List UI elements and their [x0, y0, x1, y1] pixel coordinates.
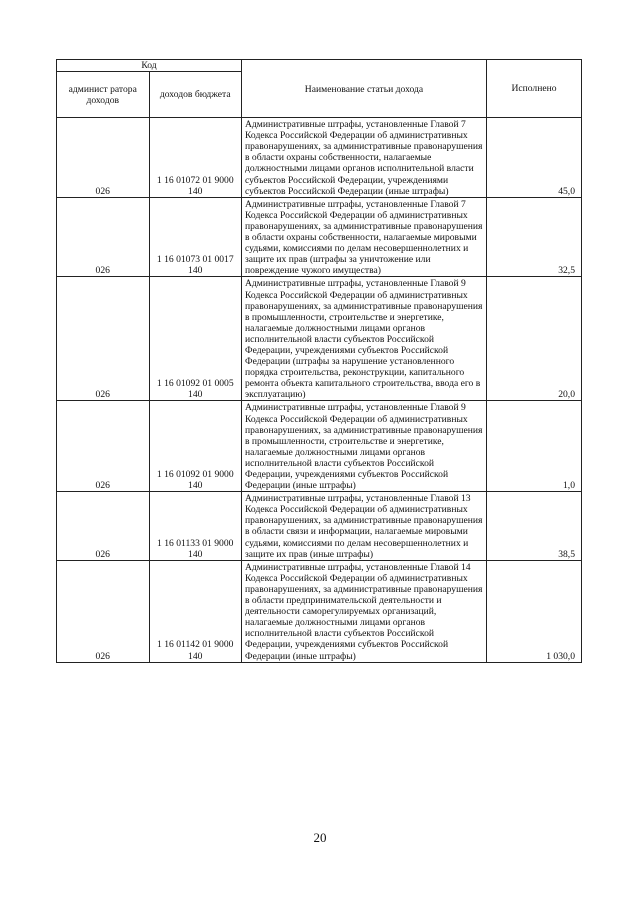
header-budget: доходов бюджета [149, 72, 242, 118]
revenue-name-cell: Административные штрафы, установленные Главой 7 Кодекса Российской Федерации об административных правонарушениях, за административные правонарушения в области охраны собственности, налагаемые должностными лицами органов исполнительной власти субъектов Российской Федерации, учреждениями субъектов Российской Федерации (иные штрафы) [242, 118, 487, 198]
table-row [57, 197, 582, 277]
budget-code-cell: 1 16 01142 01 9000 140 [149, 560, 242, 662]
admin-code-cell: 026 [57, 118, 150, 198]
revenue-name-cell: Административные штрафы, установленные Главой 7 Кодекса Российской Федерации об административных правонарушениях, за административные правонарушения в области охраны собственности, налагаемые мировыми судьями, комиссиями по делам несовершеннолетних и защите их прав (штрафы за уничтожение или повреждение чужого имущества) [242, 197, 487, 277]
table-row [57, 492, 582, 561]
budget-code-cell: 1 16 01073 01 0017 140 [149, 197, 242, 277]
table-row [57, 118, 582, 198]
table-row [57, 560, 582, 662]
admin-code-cell: 026 [57, 277, 150, 401]
executed-amount-cell: 1,0 [487, 401, 582, 492]
admin-code-cell: 026 [57, 560, 150, 662]
revenue-name-cell: Административные штрафы, установленные Главой 9 Кодекса Российской Федерации об административных правонарушениях, за административные правонарушения в промышленности, строительстве и энергетике, налагаемые должностными лицами органов исполнительной власти субъектов Российской Федерации, учреждениями субъектов Российской Федерации (штрафы за нарушение установленного порядка строительства, реконструкции, капитального ремонта объекта капитального строительства, ввода его в эксплуатацию) [242, 277, 487, 401]
table-row [57, 277, 582, 401]
budget-code-cell: 1 16 01072 01 9000 140 [149, 118, 242, 198]
budget-code-cell: 1 16 01092 01 9000 140 [149, 401, 242, 492]
header-name: Наименование статьи дохода [242, 60, 487, 118]
executed-amount-cell: 1 030,0 [487, 560, 582, 662]
admin-code-cell: 026 [57, 197, 150, 277]
header-kod: Код [57, 60, 242, 72]
revenue-name-cell: Административные штрафы, установленные Главой 13 Кодекса Российской Федерации об административных правонарушениях, за административные правонарушения в области связи и информации, налагаемые мировыми судьями, комиссиями по делам несовершеннолетних и защите их прав (иные штрафы) [242, 492, 487, 561]
header-done: Исполнено [487, 60, 582, 118]
budget-code-cell: 1 16 01092 01 0005 140 [149, 277, 242, 401]
page-number: 20 [313, 830, 327, 845]
table-row [57, 401, 582, 492]
budget-code-cell: 1 16 01133 01 9000 140 [149, 492, 242, 561]
revenue-table [56, 59, 582, 663]
header-admin: админист ратора доходов [57, 72, 150, 118]
executed-amount-cell: 38,5 [487, 492, 582, 561]
admin-code-cell: 026 [57, 401, 150, 492]
admin-code-cell: 026 [57, 492, 150, 561]
executed-amount-cell: 20,0 [487, 277, 582, 401]
header-row-top [57, 60, 582, 72]
executed-amount-cell: 45,0 [487, 118, 582, 198]
executed-amount-cell: 32,5 [487, 197, 582, 277]
revenue-name-cell: Административные штрафы, установленные Главой 14 Кодекса Российской Федерации об административных правонарушениях, за административные правонарушения в области предпринимательской деятельности и деятельности саморегулируемых организаций, налагаемые должностными лицами органов исполнительной власти субъектов Российской Федерации, учреждениями субъектов Российской Федерации (иные штрафы) [242, 560, 487, 662]
revenue-name-cell: Административные штрафы, установленные Главой 9 Кодекса Российской Федерации об административных правонарушениях, за административные правонарушения в промышленности, строительстве и энергетике, налагаемые должностными лицами органов исполнительной власти субъектов Российской Федерации, учреждениями субъектов Российской Федерации (иные штрафы) [242, 401, 487, 492]
